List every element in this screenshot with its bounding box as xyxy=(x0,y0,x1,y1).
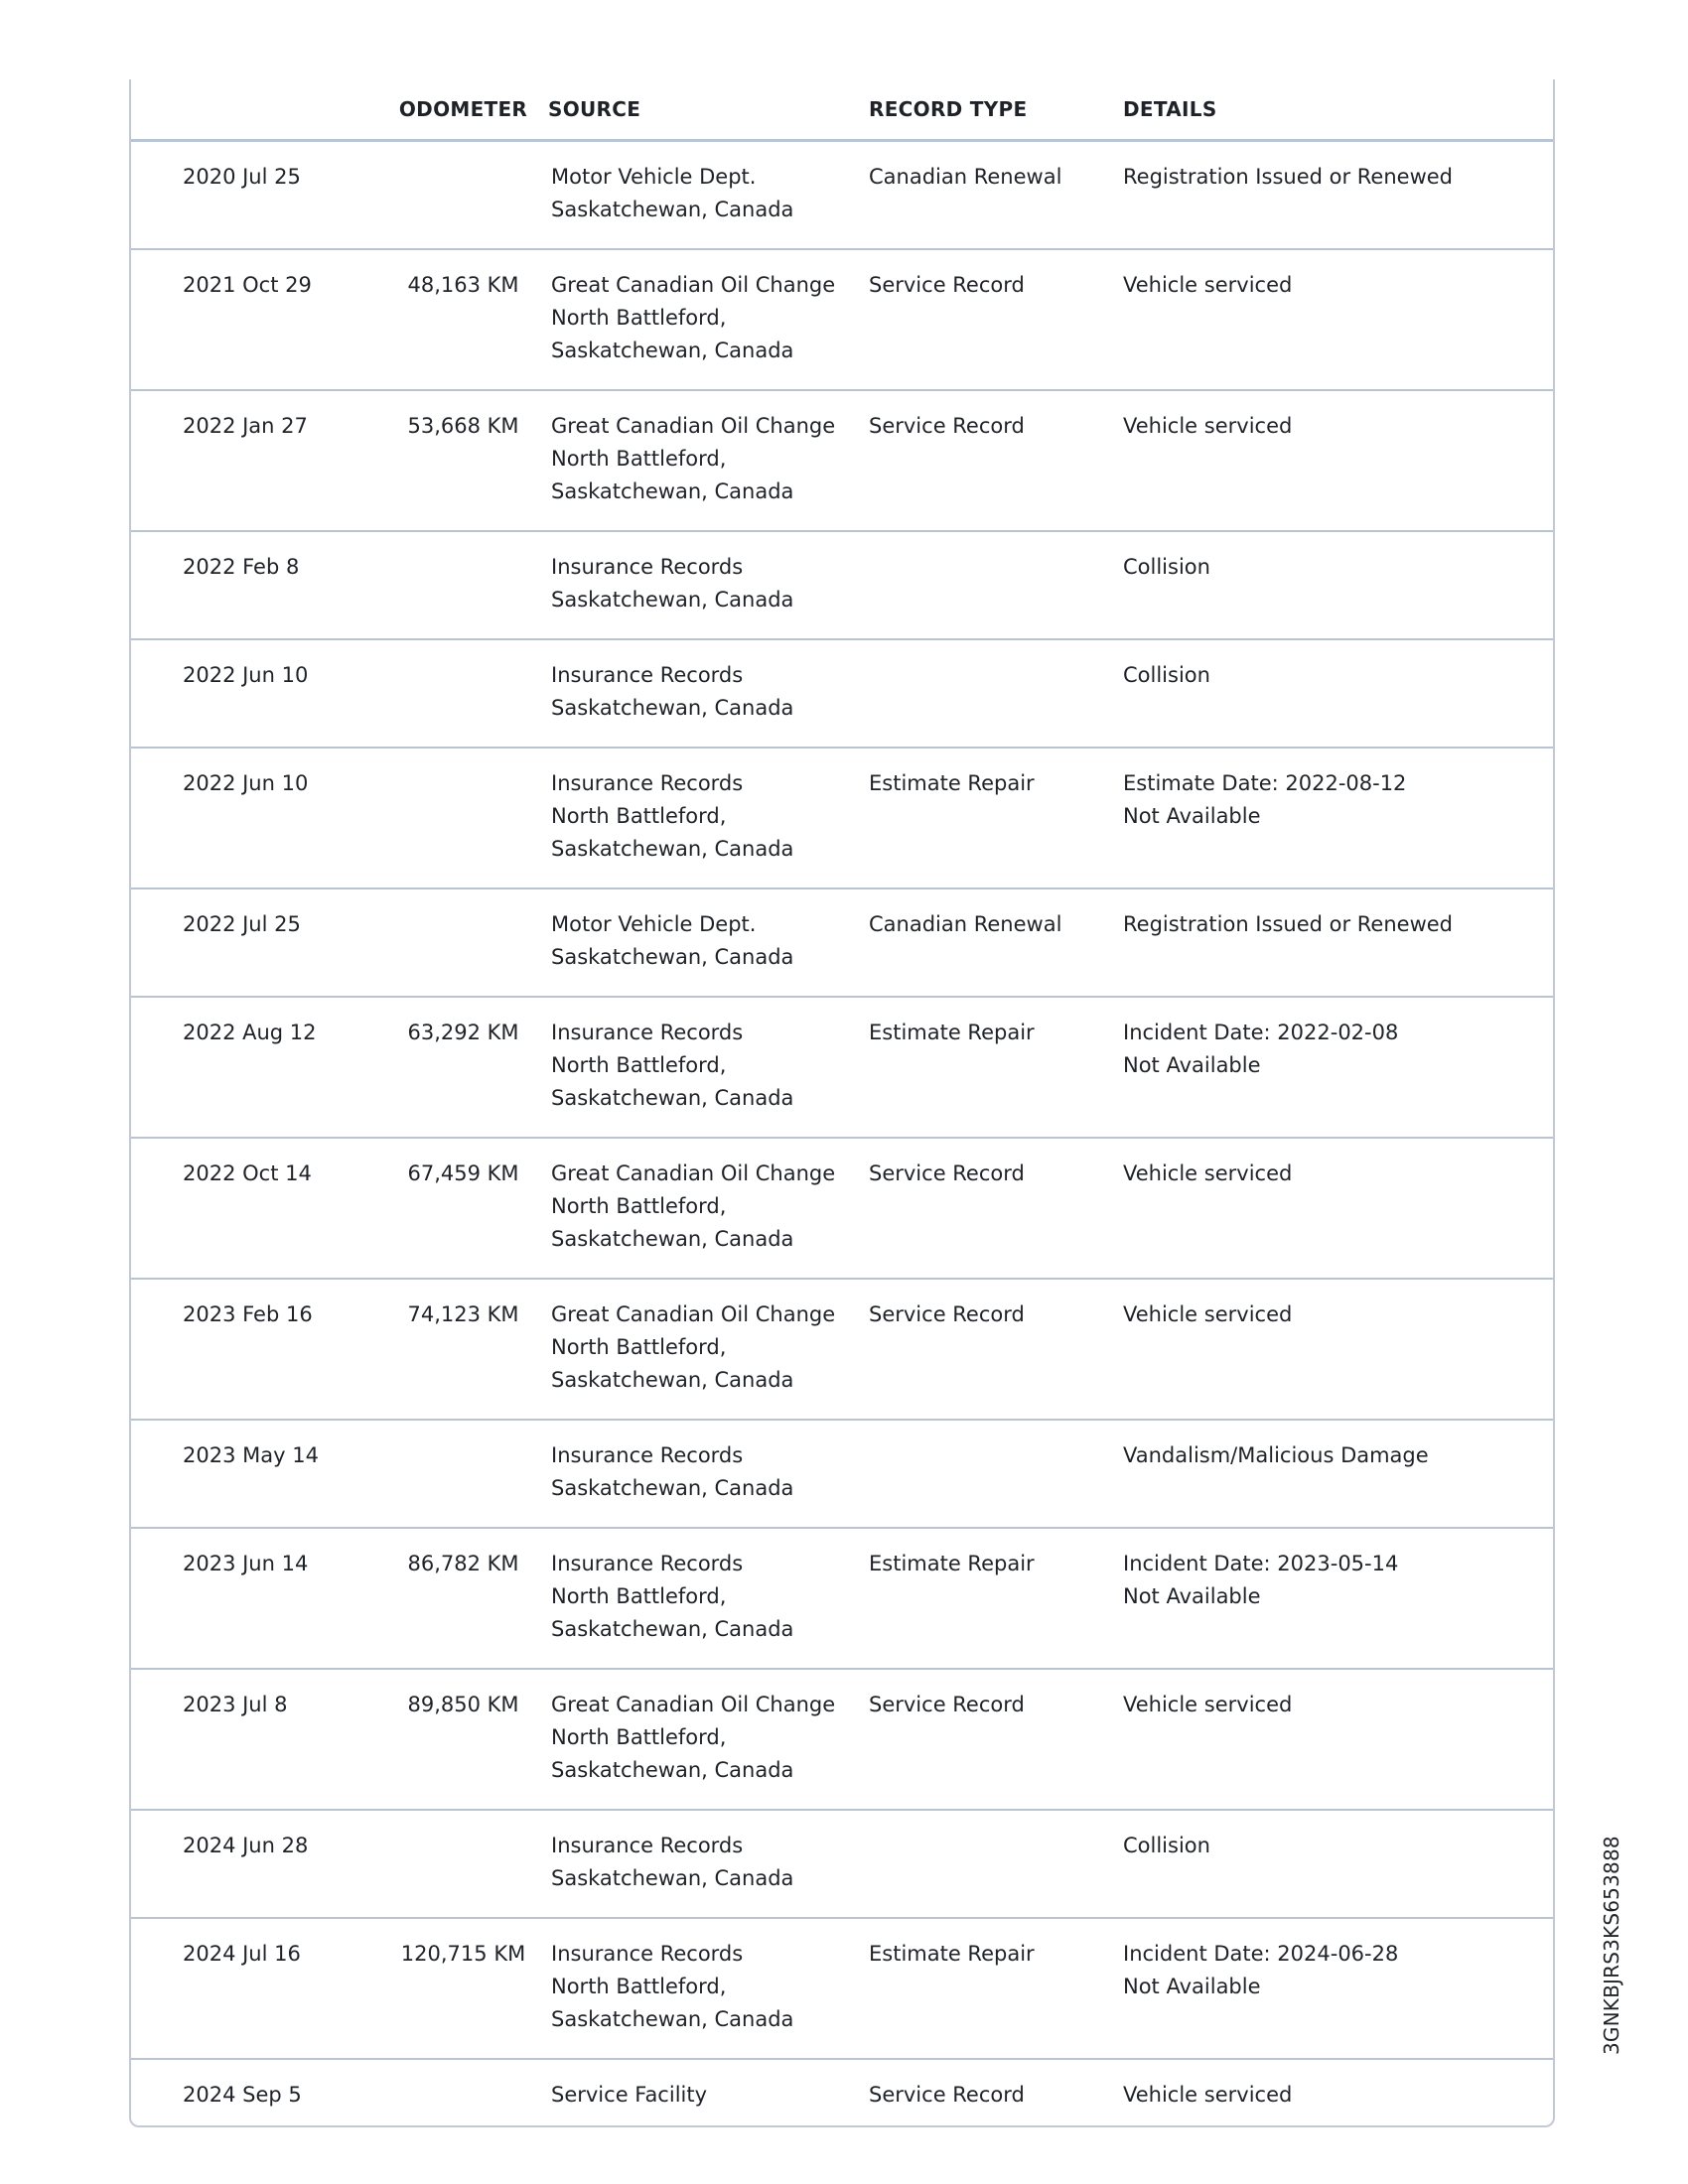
date-cell: 2024 Jun 28 xyxy=(131,1810,381,1918)
table-row xyxy=(131,1420,1553,1528)
odometer-cell: 48,163 KM xyxy=(381,249,545,390)
odometer-cell: 86,782 KM xyxy=(381,1528,545,1669)
source-line: Saskatchewan, Canada xyxy=(551,1758,794,1782)
source-line: Saskatchewan, Canada xyxy=(551,945,794,969)
odometer-cell xyxy=(381,888,545,997)
date-cell: 2020 Jul 25 xyxy=(131,141,381,250)
source-line: North Battleford, xyxy=(551,1975,727,1998)
odometer-cell: 63,292 KM xyxy=(381,997,545,1138)
details-cell xyxy=(1123,2059,1553,2125)
details-line: Vehicle serviced xyxy=(1123,1302,1293,1326)
source-cell xyxy=(545,141,869,250)
vehicle-history-table xyxy=(131,79,1553,2125)
source-line: North Battleford, xyxy=(551,1584,727,1608)
details-line: Registration Issued or Renewed xyxy=(1123,165,1454,189)
date-cell: 2023 Feb 16 xyxy=(131,1279,381,1420)
details-cell xyxy=(1123,1528,1553,1669)
details-line: Collision xyxy=(1123,555,1210,579)
date-cell: 2022 Feb 8 xyxy=(131,531,381,639)
source-line: Insurance Records xyxy=(551,1021,744,1044)
record-type-cell: Estimate Repair xyxy=(869,1918,1123,2059)
source-line: Service Facility xyxy=(551,2083,708,2107)
details-line: Vehicle serviced xyxy=(1123,1693,1293,1716)
record-type-cell xyxy=(869,1810,1123,1918)
column-header-source: SOURCE xyxy=(545,79,869,141)
source-line: Saskatchewan, Canada xyxy=(551,1368,794,1392)
details-line: Incident Date: 2024-06-28 xyxy=(1123,1942,1399,1966)
record-type-cell xyxy=(869,531,1123,639)
record-type-cell: Service Record xyxy=(869,249,1123,390)
record-type-cell: Service Record xyxy=(869,2083,1025,2107)
source-line: North Battleford, xyxy=(551,447,727,471)
odometer-cell xyxy=(381,639,545,748)
table-header-row xyxy=(131,79,1553,141)
date-cell: 2023 Jul 8 xyxy=(131,1669,381,1810)
odometer-cell: 74,123 KM xyxy=(381,1279,545,1420)
details-line: Vehicle serviced xyxy=(1123,1161,1293,1185)
source-line: Great Canadian Oil Change xyxy=(551,1302,836,1326)
vin-number: 3GNKBJRS3KS653888 xyxy=(1600,1836,1623,2055)
source-line: Insurance Records xyxy=(551,1552,744,1575)
table-row xyxy=(131,141,1553,250)
odometer-cell xyxy=(381,141,545,250)
details-cell xyxy=(1123,1810,1553,1918)
odometer-cell: 53,668 KM xyxy=(381,390,545,531)
record-type-cell: Estimate Repair xyxy=(869,997,1123,1138)
odometer-cell xyxy=(381,1810,545,1918)
details-line: Incident Date: 2023-05-14 xyxy=(1123,1552,1399,1575)
source-line: Insurance Records xyxy=(551,555,744,579)
source-cell xyxy=(545,2059,869,2125)
details-line: Vehicle serviced xyxy=(1123,2083,1293,2107)
record-type-cell: Service Record xyxy=(869,1138,1123,1279)
source-line: North Battleford, xyxy=(551,804,727,828)
date-cell: 2023 May 14 xyxy=(131,1420,381,1528)
source-cell xyxy=(545,997,869,1138)
date-cell: 2022 Jan 27 xyxy=(131,390,381,531)
odometer-cell xyxy=(381,531,545,639)
details-cell xyxy=(1123,1279,1553,1420)
source-cell xyxy=(545,888,869,997)
source-cell xyxy=(545,1420,869,1528)
source-line: Saskatchewan, Canada xyxy=(551,198,794,221)
record-type-cell: Service Record xyxy=(869,1669,1123,1810)
table-row xyxy=(131,888,1553,997)
column-header-details: DETAILS xyxy=(1123,79,1553,141)
details-line: Not Available xyxy=(1123,1584,1261,1608)
source-cell xyxy=(545,1528,869,1669)
source-cell xyxy=(545,390,869,531)
odometer-cell xyxy=(381,2059,545,2125)
details-line: Collision xyxy=(1123,663,1210,687)
vehicle-history-table-container xyxy=(129,79,1555,2127)
details-cell xyxy=(1123,888,1553,997)
details-cell xyxy=(1123,748,1553,888)
details-cell xyxy=(1123,1420,1553,1528)
source-line: North Battleford, xyxy=(551,306,727,330)
details-cell xyxy=(1123,639,1553,748)
details-line: Vehicle serviced xyxy=(1123,414,1293,438)
date-cell: 2023 Jun 14 xyxy=(131,1528,381,1669)
details-cell xyxy=(1123,1918,1553,2059)
table-row xyxy=(131,1138,1553,1279)
details-cell xyxy=(1123,997,1553,1138)
record-type-cell: Service Record xyxy=(869,1279,1123,1420)
source-line: Insurance Records xyxy=(551,1942,744,1966)
table-row xyxy=(131,390,1553,531)
source-cell xyxy=(545,249,869,390)
source-line: Saskatchewan, Canada xyxy=(551,837,794,861)
details-line: Registration Issued or Renewed xyxy=(1123,912,1454,936)
source-line: Insurance Records xyxy=(551,1834,744,1857)
details-line: Vehicle serviced xyxy=(1123,273,1293,297)
date-cell: 2021 Oct 29 xyxy=(131,249,381,390)
source-line: Great Canadian Oil Change xyxy=(551,414,836,438)
record-type-cell: Estimate Repair xyxy=(869,748,1123,888)
table-row xyxy=(131,249,1553,390)
table-row xyxy=(131,1810,1553,1918)
source-line: Saskatchewan, Canada xyxy=(551,1476,794,1500)
details-cell xyxy=(1123,141,1553,250)
table-row xyxy=(131,997,1553,1138)
details-cell xyxy=(1123,390,1553,531)
source-cell xyxy=(545,748,869,888)
table-row xyxy=(131,2059,1553,2125)
table-body xyxy=(131,141,1553,2126)
source-line: Great Canadian Oil Change xyxy=(551,273,836,297)
details-line: Incident Date: 2022-02-08 xyxy=(1123,1021,1399,1044)
odometer-cell: 67,459 KM xyxy=(381,1138,545,1279)
source-line: North Battleford, xyxy=(551,1194,727,1218)
odometer-cell xyxy=(381,748,545,888)
table-row xyxy=(131,1528,1553,1669)
table-row xyxy=(131,1918,1553,2059)
source-line: Saskatchewan, Canada xyxy=(551,588,794,612)
source-line: Saskatchewan, Canada xyxy=(551,1866,794,1890)
source-cell xyxy=(545,639,869,748)
source-line: North Battleford, xyxy=(551,1335,727,1359)
details-cell xyxy=(1123,1138,1553,1279)
date-cell: 2022 Jun 10 xyxy=(131,639,381,748)
column-header-date xyxy=(131,79,381,141)
source-line: Saskatchewan, Canada xyxy=(551,1086,794,1110)
date-cell: 2022 Jul 25 xyxy=(131,888,381,997)
record-type-cell xyxy=(869,639,1123,748)
table-row xyxy=(131,639,1553,748)
source-line: Motor Vehicle Dept. xyxy=(551,912,757,936)
details-line: Not Available xyxy=(1123,1975,1261,1998)
table-row xyxy=(131,531,1553,639)
column-header-record-type: RECORD TYPE xyxy=(869,79,1123,141)
source-cell xyxy=(545,1279,869,1420)
table-row xyxy=(131,748,1553,888)
date-cell: 2022 Jun 10 xyxy=(131,748,381,888)
source-line: Great Canadian Oil Change xyxy=(551,1693,836,1716)
source-cell xyxy=(545,1810,869,1918)
source-cell xyxy=(545,531,869,639)
odometer-cell: 120,715 KM xyxy=(381,1918,545,2059)
source-line: Insurance Records xyxy=(551,663,744,687)
source-cell xyxy=(545,1138,869,1279)
table-row xyxy=(131,1279,1553,1420)
source-line: North Battleford, xyxy=(551,1725,727,1749)
odometer-cell xyxy=(381,1420,545,1528)
source-cell xyxy=(545,1918,869,2059)
source-line: Insurance Records xyxy=(551,1443,744,1467)
source-line: Insurance Records xyxy=(551,771,744,795)
details-cell xyxy=(1123,1669,1553,1810)
date-cell: 2024 Jul 16 xyxy=(131,1918,381,2059)
date-cell: 2022 Aug 12 xyxy=(131,997,381,1138)
record-type-cell: Canadian Renewal xyxy=(869,141,1123,250)
source-line: North Battleford, xyxy=(551,1053,727,1077)
odometer-cell: 89,850 KM xyxy=(381,1669,545,1810)
details-line: Not Available xyxy=(1123,1053,1261,1077)
details-line: Estimate Date: 2022-08-12 xyxy=(1123,771,1407,795)
details-line: Not Available xyxy=(1123,804,1261,828)
record-type-cell: Service Record xyxy=(869,390,1123,531)
details-line: Collision xyxy=(1123,1834,1210,1857)
source-cell xyxy=(545,1669,869,1810)
date-cell: 2024 Sep 5 xyxy=(183,2083,302,2107)
source-line: Saskatchewan, Canada xyxy=(551,2007,794,2031)
source-line: Saskatchewan, Canada xyxy=(551,339,794,362)
column-header-odometer: ODOMETER xyxy=(381,79,545,141)
record-type-cell: Canadian Renewal xyxy=(869,888,1123,997)
source-line: Saskatchewan, Canada xyxy=(551,1227,794,1251)
details-line: Vandalism/Malicious Damage xyxy=(1123,1443,1429,1467)
record-type-cell: Estimate Repair xyxy=(869,1528,1123,1669)
date-cell: 2022 Oct 14 xyxy=(131,1138,381,1279)
source-line: Motor Vehicle Dept. xyxy=(551,165,757,189)
table-row xyxy=(131,1669,1553,1810)
record-type-cell xyxy=(869,1420,1123,1528)
source-line: Great Canadian Oil Change xyxy=(551,1161,836,1185)
source-line: Saskatchewan, Canada xyxy=(551,696,794,720)
details-cell xyxy=(1123,249,1553,390)
details-cell xyxy=(1123,531,1553,639)
source-line: Saskatchewan, Canada xyxy=(551,1617,794,1641)
source-line: Saskatchewan, Canada xyxy=(551,479,794,503)
